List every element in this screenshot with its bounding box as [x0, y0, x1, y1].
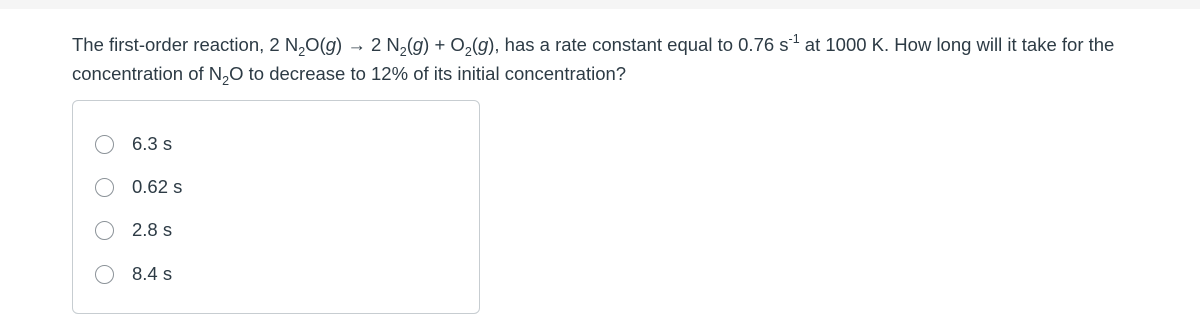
- answer-option-1[interactable]: [95, 129, 172, 159]
- answer-label: 8.4 s: [132, 263, 173, 284]
- phase-label: g: [477, 34, 489, 55]
- subscript: 2: [298, 45, 306, 59]
- radio-button[interactable]: [95, 221, 114, 240]
- answer-choices-box: [72, 100, 480, 314]
- question-text-segment: (: [471, 34, 478, 55]
- answer-label: 6.3 s: [132, 133, 173, 154]
- question-line-1: [72, 30, 1182, 59]
- superscript: -1: [788, 32, 800, 46]
- radio-button[interactable]: [95, 265, 114, 284]
- question-text-segment: O(: [305, 34, 326, 55]
- radio-button[interactable]: [95, 178, 114, 197]
- radio-button[interactable]: [95, 135, 114, 154]
- question-text-segment: O to decrease to 12% of its initial concentration?: [229, 63, 627, 84]
- subscript: 2: [464, 45, 472, 59]
- question-text-segment: ) + O: [423, 34, 465, 55]
- question-text-segment: concentration of N: [72, 63, 223, 84]
- question-text-segment: at 1000 K. How long will it take for the: [799, 34, 1115, 55]
- answer-option-3[interactable]: [95, 215, 172, 245]
- question-text-segment: ), has a rate constant equal to 0.76 s: [488, 34, 789, 55]
- top-band: [0, 0, 1200, 9]
- question-line-2: [72, 59, 1182, 88]
- question-text-segment: (: [406, 34, 413, 55]
- answer-option-2[interactable]: [95, 172, 182, 202]
- subscript: 2: [399, 45, 407, 59]
- phase-label: g: [325, 34, 337, 55]
- question-text-segment: The first-order reaction, 2 N: [72, 34, 299, 55]
- phase-label: g: [412, 34, 424, 55]
- answer-option-4[interactable]: [95, 259, 172, 289]
- subscript: 2: [222, 74, 230, 88]
- answer-label: 2.8 s: [132, 219, 173, 240]
- question-text-segment: ) → 2 N: [336, 34, 400, 55]
- question-text: [72, 30, 1182, 88]
- answer-label: 0.62 s: [132, 176, 183, 197]
